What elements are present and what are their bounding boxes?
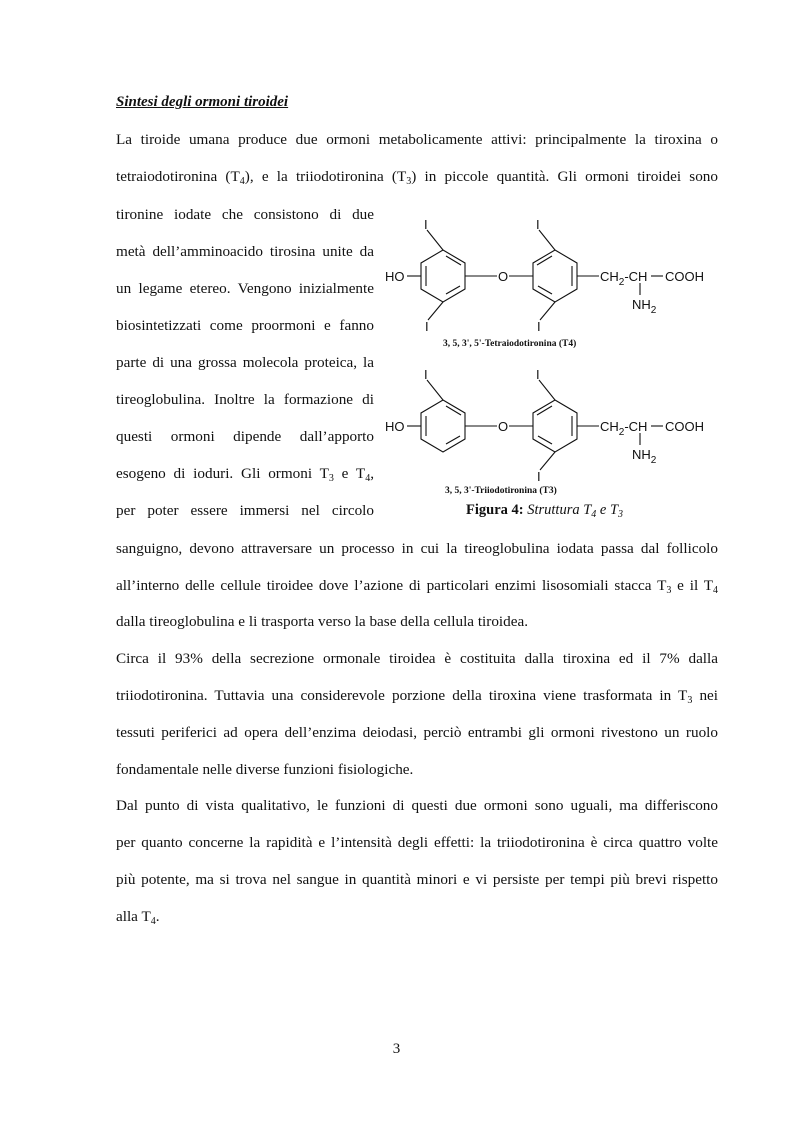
t3-label: 3, 5, 3'-Triiodotironina (T3) [445,486,557,496]
paragraph-1-line-9: questi ormoni dipende dall’apporto [116,428,374,445]
t4-carboxyl: COOH [665,269,704,284]
paragraph-2-line-2: triiodotironina. Tuttavia una considerevole porzione della tiroxina viene trasformata in $T_3$ nei [116,687,718,706]
paragraph-2-line-3: tessuti periferici ad opera dell’enzima deiodasi, perciò entrambi gli ormoni rivestono un ruolo [116,724,718,741]
paragraph-1-line-13: all’interno delle cellule tiroidee dove l’azione di particolari enzimi lisosomiali stacca $T_3$ e il $T_4$ [116,577,718,596]
t4-iodine-4: I [537,319,541,334]
thyroid-hormone-structures-figure [380,200,730,530]
t4-ring-a [421,250,465,302]
page-number: 3 [392,1041,401,1057]
t3-iodine-2: I [536,367,540,382]
paragraph-3-line-4: alla $T_4$. [116,908,160,927]
paragraph-1-line-3: tironine iodate che consistono di due [116,206,374,223]
t3-ring-a [421,400,465,452]
paragraph-3-line-1: Dal punto di vista qualitativo, le funzioni di questi due ormoni sono uguali, ma differiscono [116,797,718,814]
t3-amino: $NH_2$ [632,447,657,466]
paragraph-3-line-2: per quanto concerne la rapidità e l’intensità degli effetti: la triiodotironina è circa quattro volte [116,834,718,851]
paragraph-3-line-3: più potente, ma si trova nel sangue in quantità minori e vi persiste per tempi più brevi rispetto [116,871,718,888]
t3-carboxyl: COOH [665,419,704,434]
figure-caption: Figura 4: Struttura $T_4$ e $T_3$ [466,502,624,520]
paragraph-1-line-11: per poter essere immersi nel circolo [116,502,374,519]
paragraph-1-line-12: sanguigno, devono attraversare un processo in cui la tireoglobulina iodata passa dal follicolo [116,540,718,557]
t3-ether-oxygen: O [498,419,509,434]
t4-ring-b [533,250,577,302]
paragraph-1-line-10: esogeno di ioduri. Gli ormoni $T_3$ e $T_4$, [116,465,375,484]
t4-ether-oxygen: O [498,269,509,284]
t4-iodine-2: I [425,319,429,334]
paragraph-1-line-1: La tiroide umana produce due ormoni metabolicamente attivi: principalmente la tiroxina o [116,131,718,148]
t3-methylene: $CH_2-CH$ [600,419,648,438]
t4-iodine-1: I [424,217,428,232]
paragraph-1-line-7: parte di una grossa molecola proteica, la [116,354,374,371]
section-title: Sintesi degli ormoni tiroidei [116,94,289,110]
paragraph-1-line-2: tetraiodotironina $(T_4)$, e la triiodotironina $(T_3)$ in piccole quantità. Gli ormoni tiroidei sono [116,168,718,187]
t4-methylene: $CH_2-CH$ [600,269,648,288]
t4-iodine-3: I [536,217,540,232]
t4-amino: $NH_2$ [632,297,657,316]
paragraph-1-line-4: metà dell’amminoacido tirosina unite da [116,243,374,260]
paragraph-2-line-1: Circa il 93% della secrezione ormonale tiroidea è costituita dalla tiroxina ed il 7% dalla [116,650,718,667]
paragraph-1-line-8: tireoglobulina. Inoltre la formazione di [116,391,374,408]
t4-label: 3, 5, 3', 5'-Tetraiodotironina (T4) [443,339,577,349]
paragraph-1-line-5: un legame etereo. Vengono inizialmente [116,280,374,297]
paragraph-2-line-4: fondamentale nelle diverse funzioni fisiologiche. [116,761,414,778]
t3-iodine-1: I [424,367,428,382]
t3-ring-b [533,400,577,452]
t4-hydroxyl: HO [385,269,405,284]
paragraph-1-line-6: biosintetizzati come proormoni e fanno [116,317,374,334]
t3-iodine-3: I [537,469,541,484]
paragraph-1-line-14: dalla tireoglobulina e li trasporta verso la base della cellula tiroidea. [116,613,529,630]
t3-hydroxyl: HO [385,419,405,434]
